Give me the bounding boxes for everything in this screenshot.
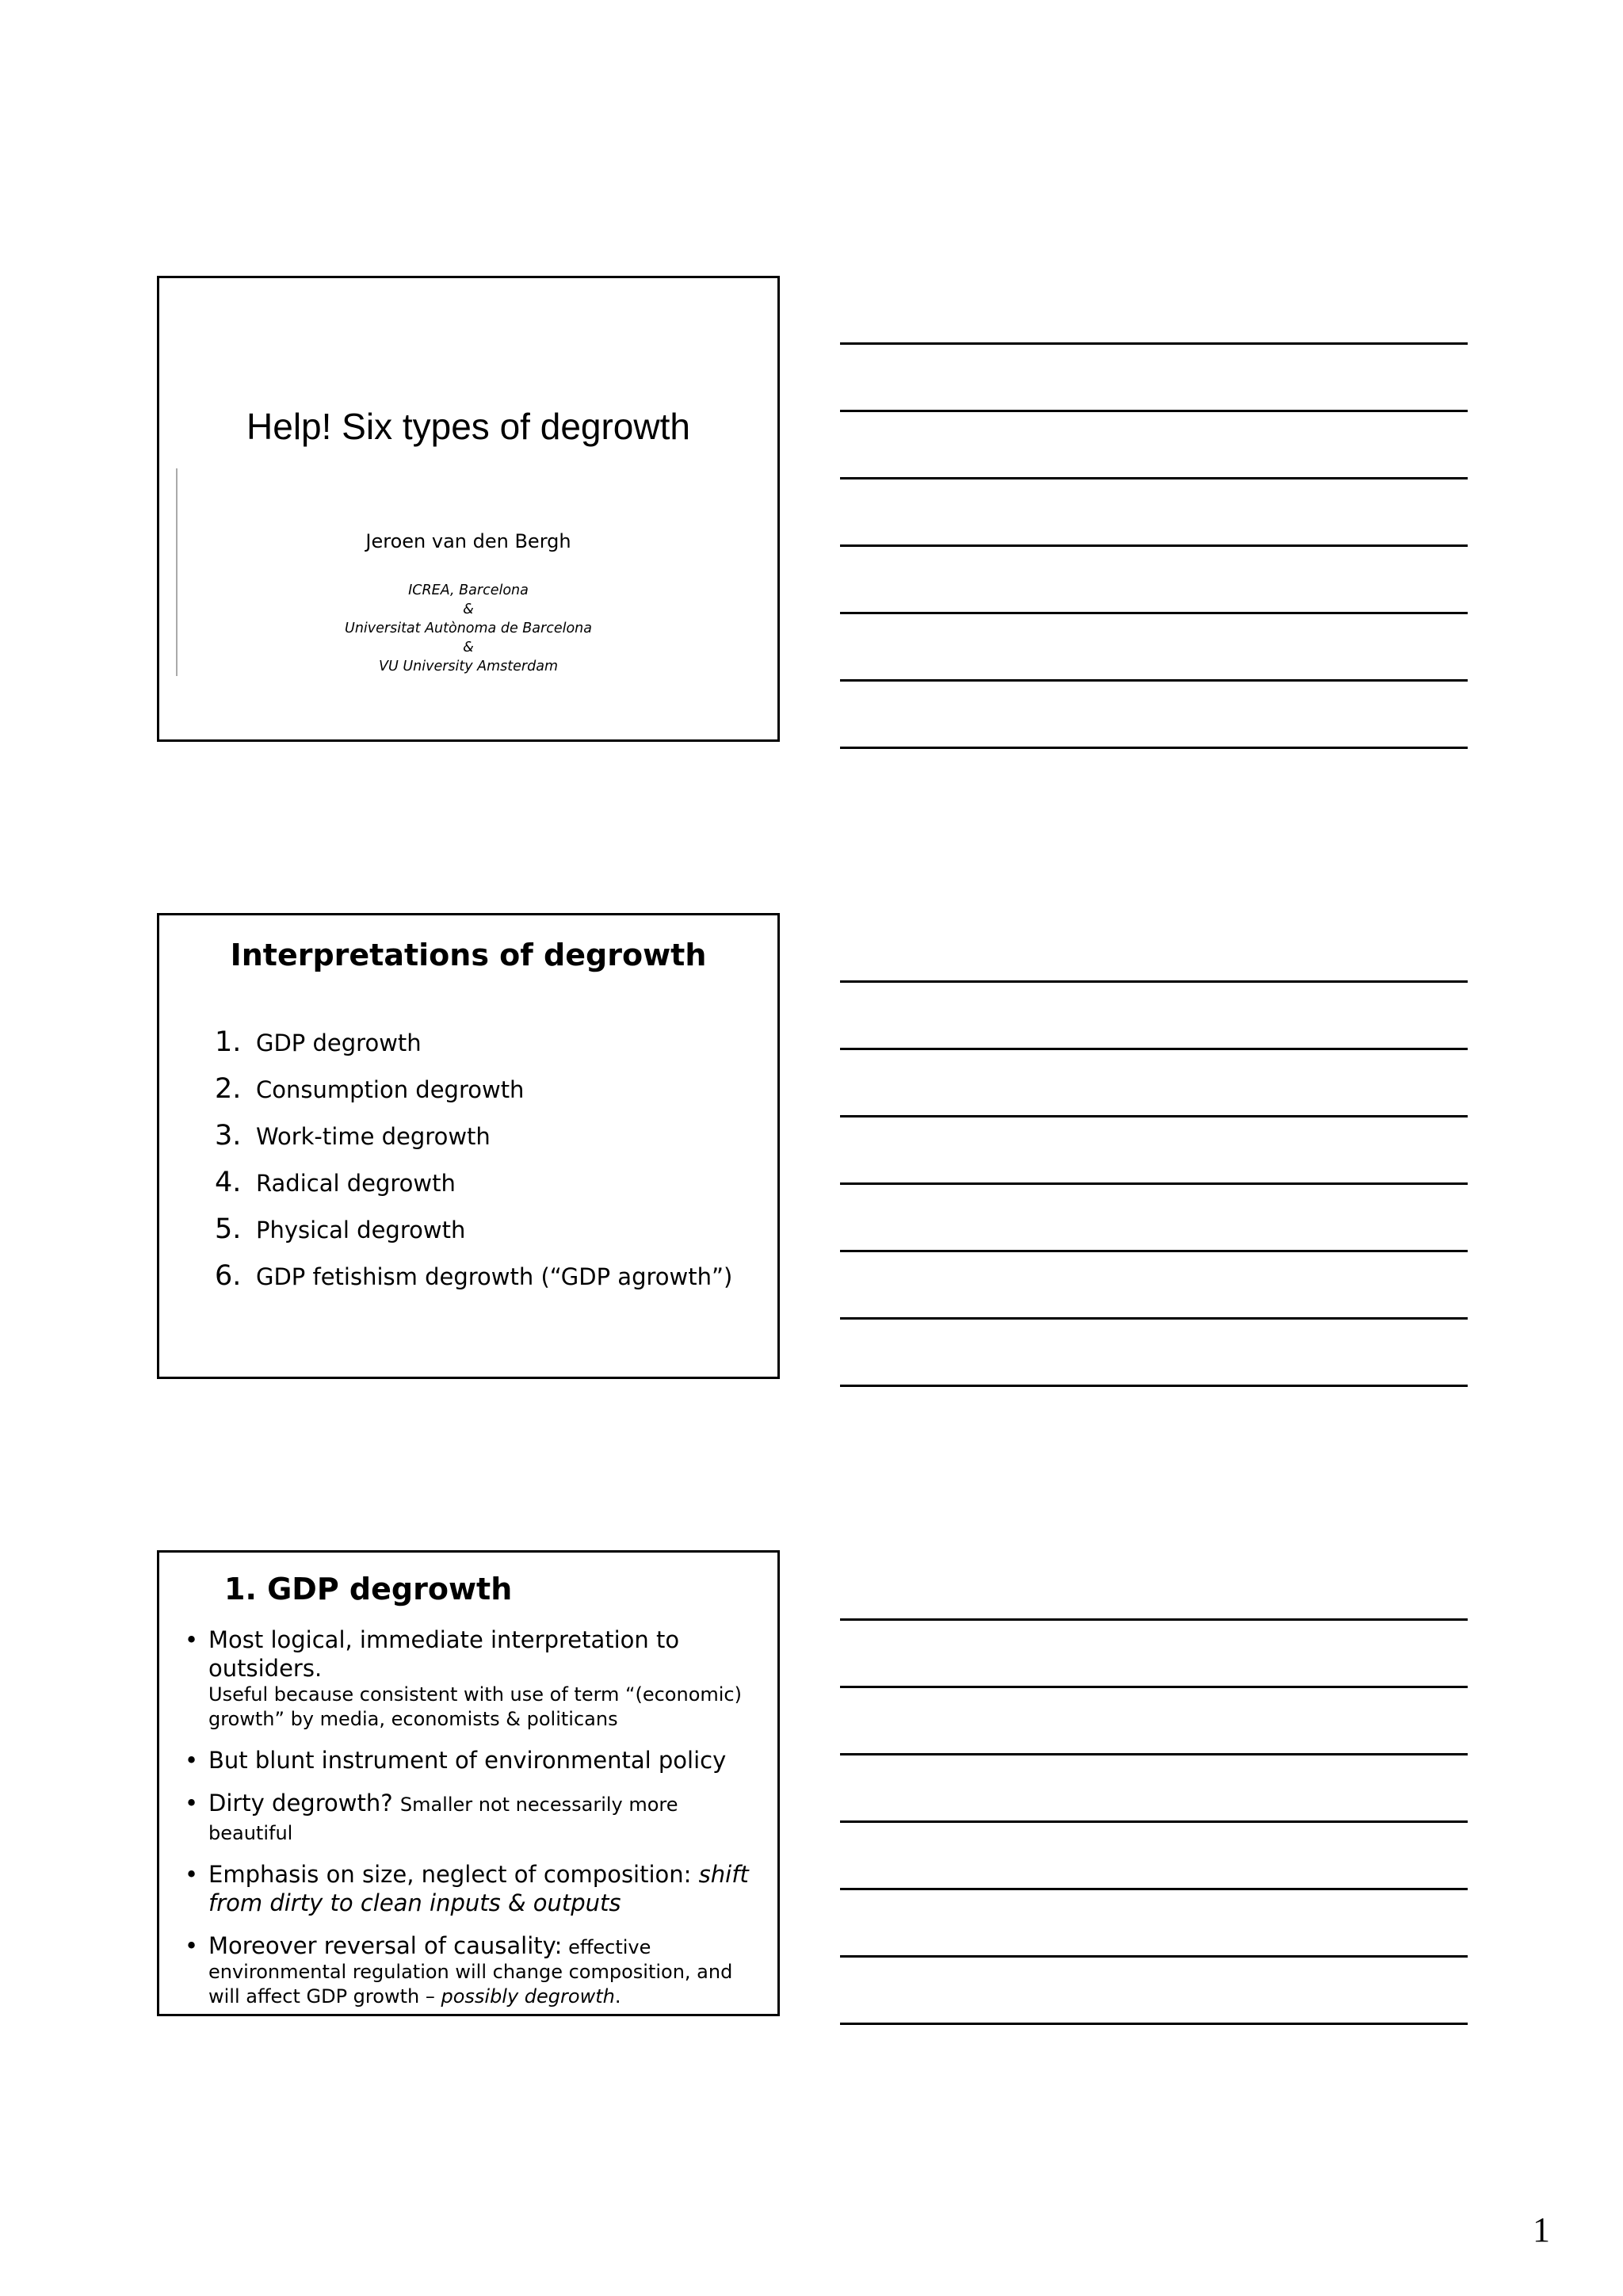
bullet-item: • Dirty degrowth? Smaller not necessarily more beautiful: [185, 1790, 678, 1844]
note-line: [840, 747, 1468, 749]
note-line: [840, 2023, 1468, 2025]
affiliation-line: &: [463, 640, 474, 655]
note-line: [840, 980, 1468, 983]
affiliation-line: ICREA, Barcelona: [408, 583, 529, 598]
bullet-item: • Moreover reversal of causality: effective environmental regulation will change composition, and will affect GDP growth – possibly degrowth.: [185, 1932, 733, 2008]
note-line: [840, 477, 1468, 479]
note-line: [840, 612, 1468, 614]
note-line: [840, 1048, 1468, 1050]
page-number: 1: [1533, 2210, 1550, 2249]
bullet-icon: •: [185, 1932, 199, 1959]
slide-2: [157, 913, 780, 1379]
list-item: 3. Work-time degrowth: [215, 1120, 491, 1152]
note-line: [840, 1955, 1468, 1958]
note-line: [840, 1820, 1468, 1823]
slide-1: [157, 276, 780, 742]
bullet-list: [185, 1626, 763, 2023]
bullet-item: • Emphasis on size, neglect of composition: shift from dirty to clean inputs & outputs: [185, 1861, 749, 1916]
note-line: [840, 1686, 1468, 1688]
slide-2-title: Interpretations of degrowth: [230, 938, 707, 972]
note-line: [840, 544, 1468, 547]
note-line: [840, 1317, 1468, 1320]
interpretations-list: [215, 1026, 732, 1307]
note-line: [840, 1753, 1468, 1755]
note-line: [840, 1385, 1468, 1387]
list-item: 2. Consumption degrowth: [215, 1073, 525, 1105]
author-name: Jeroen van den Bergh: [365, 530, 571, 552]
slide-3: [157, 1550, 780, 2016]
note-line: [840, 679, 1468, 682]
bullet-item: • Most logical, immediate interpretation to outsiders. Useful because consistent with use of term “(economic) growth” by media, economists & politicans: [185, 1626, 742, 1730]
list-item: 1. GDP degrowth: [215, 1026, 422, 1058]
note-line: [840, 342, 1468, 345]
slide-3-title: 1. GDP degrowth: [224, 1572, 513, 1606]
bullet-icon: •: [185, 1790, 199, 1817]
affiliation-line: VU University Amsterdam: [378, 659, 559, 674]
affiliations: [159, 581, 777, 676]
list-item: 5. Physical degrowth: [215, 1213, 466, 1245]
note-line: [840, 1115, 1468, 1117]
note-line: [840, 1888, 1468, 1890]
affiliation-line: Universitat Autònoma de Barcelona: [345, 621, 592, 636]
affiliation-line: &: [463, 602, 474, 617]
bullet-icon: •: [185, 1626, 199, 1653]
bullet-icon: •: [185, 1861, 199, 1888]
bullet-item: • But blunt instrument of environmental policy: [185, 1747, 727, 1774]
note-line: [840, 1182, 1468, 1185]
list-item: 6. GDP fetishism degrowth (“GDP agrowth”): [215, 1260, 733, 1292]
slide-1-title: Help! Six types of degrowth: [246, 406, 690, 447]
note-line: [840, 1250, 1468, 1252]
note-line: [840, 410, 1468, 412]
list-item: 4. Radical degrowth: [215, 1167, 456, 1198]
bullet-icon: •: [185, 1747, 199, 1774]
note-line: [840, 1618, 1468, 1621]
